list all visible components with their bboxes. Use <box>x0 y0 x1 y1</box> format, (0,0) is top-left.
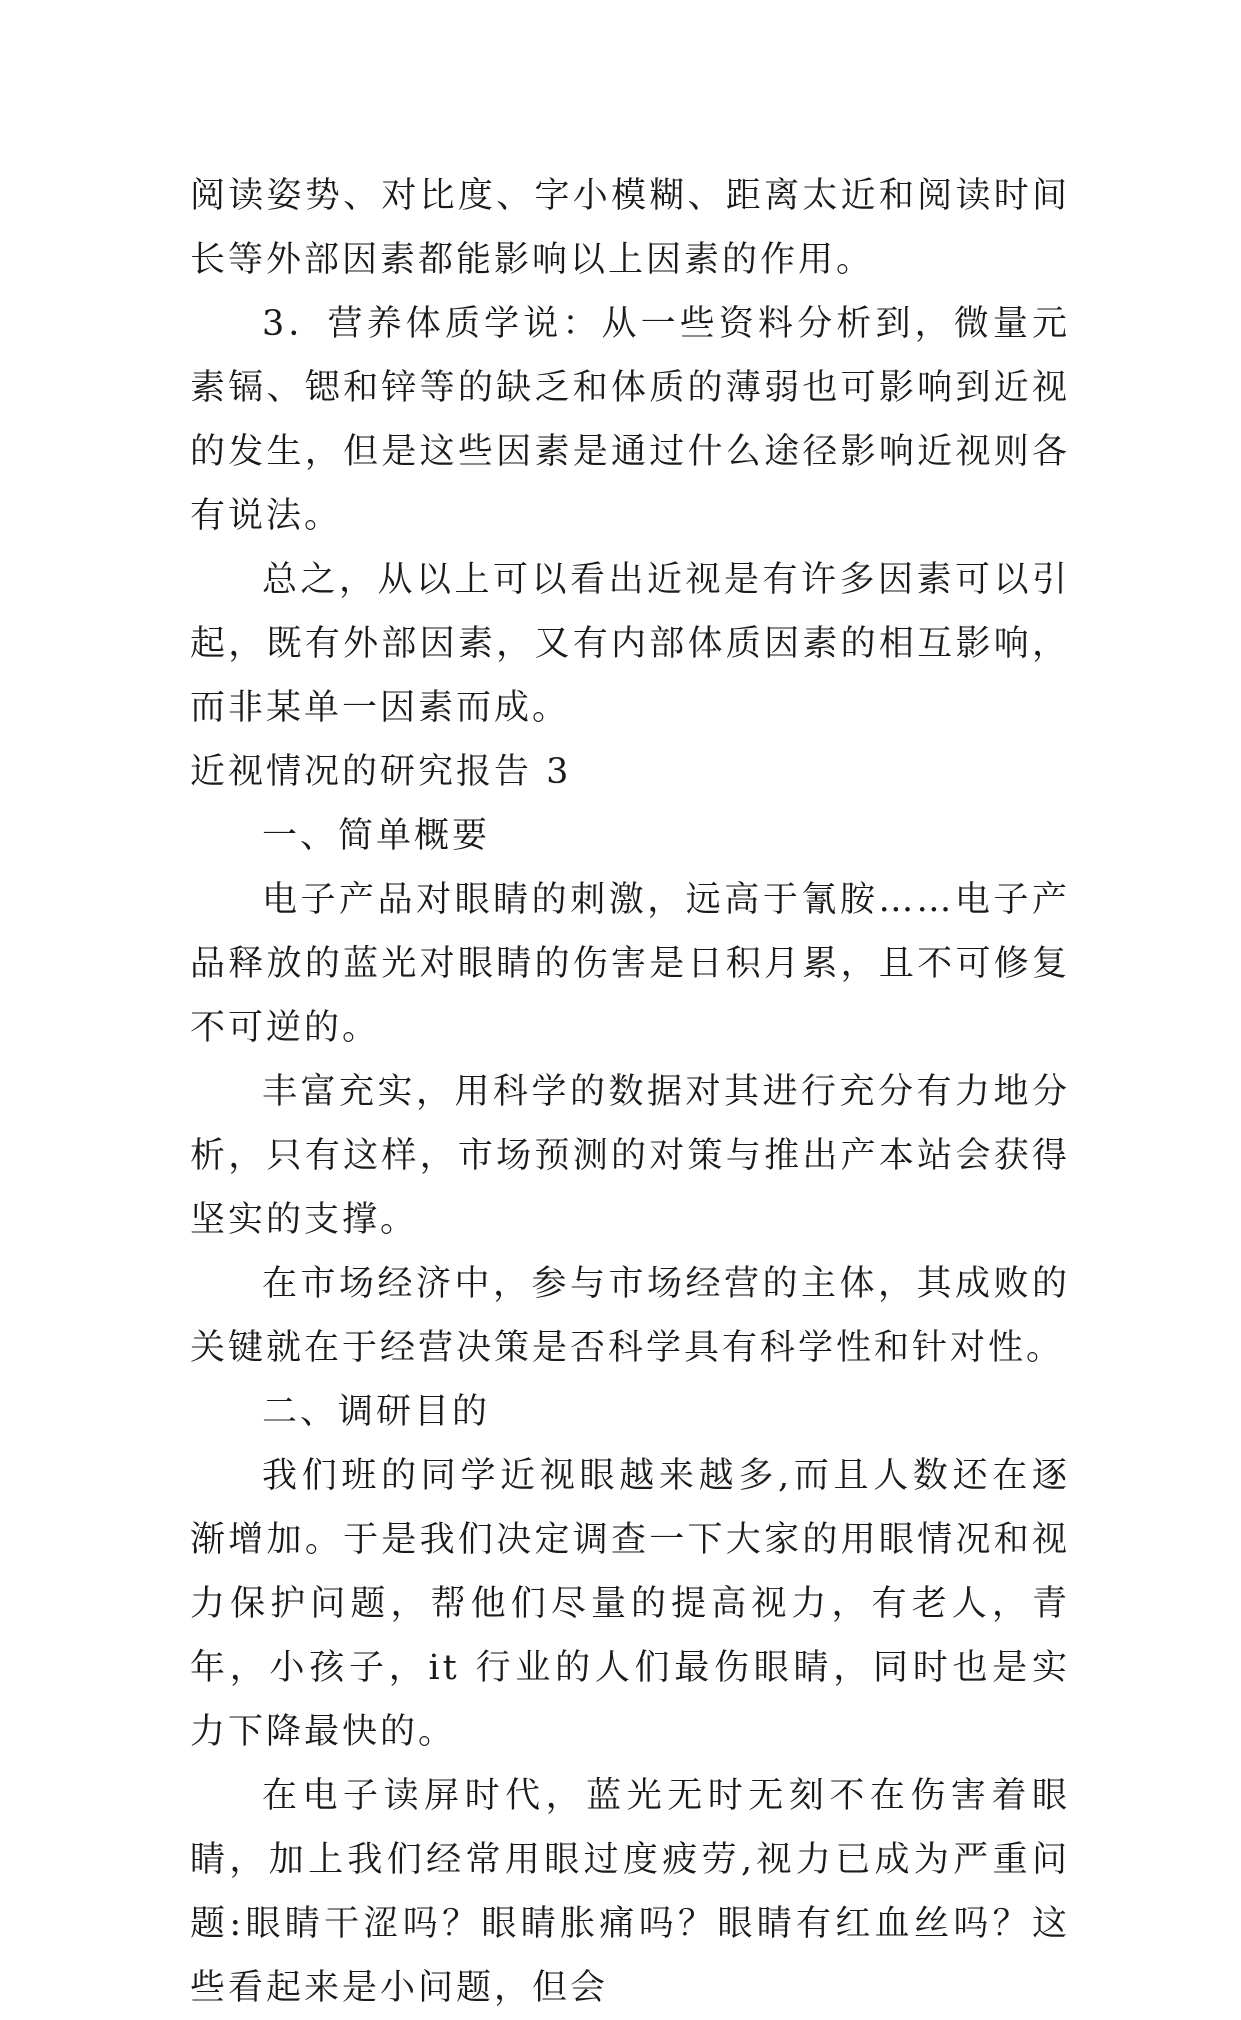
paragraph: 在市场经济中，参与市场经营的主体，其成败的关键就在于经营决策是否科学具有科学性和针对性。 <box>190 1264 1070 1368</box>
section-heading: 二、调研目的 <box>262 1392 491 1432</box>
paragraph: 我们班的同学近视眼越来越多,而且人数还在逐渐增加。于是我们决定调查一下大家的用眼情况和视力保护问题，帮他们尽量的提高视力，有老人，青年，小孩子，it 行业的人们最伤眼睛，同时也是实力下降最快的。 <box>190 1456 1070 1752</box>
paragraph: 3．营养体质学说：从一些资料分析到，微量元素镉、锶和锌等的缺乏和体质的薄弱也可影响到近视的发生，但是这些因素是通过什么途径影响近视则各有说法。 <box>190 304 1070 536</box>
paragraph: 总之，从以上可以看出近视是有许多因素可以引起，既有外部因素，又有内部体质因素的相互影响，而非某单一因素而成。 <box>190 560 1070 728</box>
section-title: 近视情况的研究报告 3 <box>190 752 572 792</box>
paragraph: 阅读姿势、对比度、字小模糊、距离太近和阅读时间长等外部因素都能影响以上因素的作用。 <box>190 176 1070 280</box>
paragraph: 在电子读屏时代，蓝光无时无刻不在伤害着眼睛，加上我们经常用眼过度疲劳,视力已成为严重问题:眼睛干涩吗？眼睛胀痛吗？眼睛有红血丝吗？这些看起来是小问题，但会 <box>190 1776 1070 2008</box>
document-body <box>190 164 1070 2020</box>
section-heading: 一、简单概要 <box>262 816 491 856</box>
paragraph: 丰富充实，用科学的数据对其进行充分有力地分析，只有这样，市场预测的对策与推出产本站会获得坚实的支撑。 <box>190 1072 1070 1240</box>
paragraph: 电子产品对眼睛的刺激，远高于氰胺……电子产品释放的蓝光对眼睛的伤害是日积月累，且不可修复不可逆的。 <box>190 880 1070 1048</box>
